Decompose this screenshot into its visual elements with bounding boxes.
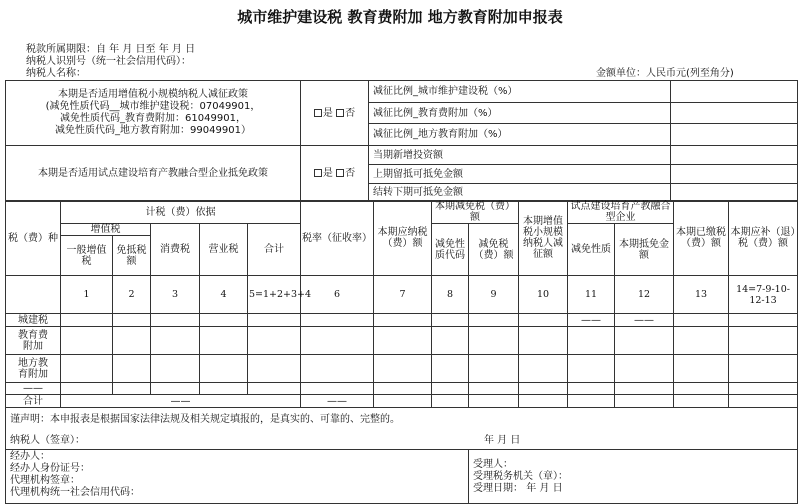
- tax-type-label: 教育费附加: [6, 327, 61, 355]
- agent-info: 经办人： 经办人身份证号： 代理机构签章： 代理机构统一社会信用代码：: [6, 450, 469, 504]
- cell-input[interactable]: [151, 355, 200, 383]
- taxpayer-name-label: 纳税人名称：: [26, 68, 86, 79]
- header-small-scale-reduction: 本期增值税小规模纳税人减征额: [519, 201, 568, 276]
- cell-input[interactable]: [568, 355, 615, 383]
- col-number: 3: [151, 276, 200, 314]
- total-label: 合计: [6, 395, 61, 408]
- table-row: [6, 355, 798, 383]
- cell-input[interactable]: [301, 314, 374, 327]
- cell-input[interactable]: [729, 355, 798, 383]
- cell-input[interactable]: [729, 395, 798, 408]
- pilot-item-label: 当期新增投资额: [369, 146, 671, 165]
- tax-type-label: 城建税: [6, 314, 61, 327]
- header-vat-general: 一般增值税: [61, 236, 113, 276]
- table-row: [6, 383, 798, 395]
- cell-input[interactable]: [729, 314, 798, 327]
- cell-input[interactable]: [568, 327, 615, 355]
- cell-input[interactable]: [200, 355, 248, 383]
- tax-period: 税款所属期限：自 年 月 日至 年 月 日: [26, 44, 196, 55]
- pilot-item-input[interactable]: [671, 165, 798, 184]
- cell-input[interactable]: [519, 314, 568, 327]
- header-vat-exempt: 免抵税额: [113, 236, 151, 276]
- pilot-item-input[interactable]: [671, 184, 798, 202]
- cell-input[interactable]: [61, 314, 113, 327]
- currency-unit: 金额单位：人民币元(列至角分): [596, 68, 734, 79]
- taxpayer-signature-label: 纳税人（签章）：: [10, 434, 85, 446]
- small-scale-yes-no: 是 否: [301, 81, 369, 146]
- taxpayer-signature: [6, 432, 798, 450]
- cell-input[interactable]: [432, 355, 469, 383]
- cell-input[interactable]: [113, 314, 151, 327]
- cell-input[interactable]: [301, 327, 374, 355]
- dash: ——: [301, 395, 374, 408]
- header-due: 本期应补（退）税（费）额: [729, 201, 798, 276]
- header-tax-type: 税（费）种: [6, 201, 61, 276]
- cell-input[interactable]: [248, 355, 301, 383]
- cell-input[interactable]: [248, 314, 301, 327]
- small-scale-policy-label: 本期是否适用增值税小规模纳税人减征政策 (减免性质代码__城市维护建设税：07049901， 减免性质代码_教育费附加：61049901， 减免性质代码_地方教育附加：99049901）: [6, 81, 301, 146]
- cell-input[interactable]: [374, 395, 432, 408]
- cell-input[interactable]: [674, 383, 729, 395]
- header-pilot: 试点建设培育产教融合型企业: [568, 201, 674, 224]
- cell-input[interactable]: [113, 355, 151, 383]
- dash: ——: [61, 395, 301, 408]
- checkbox-yes[interactable]: [314, 109, 322, 117]
- cell-input[interactable]: [248, 327, 301, 355]
- cell-input[interactable]: [519, 395, 568, 408]
- header-pilot-nature: 减免性质: [568, 224, 615, 276]
- reduction-ratio-label: 减征比例_教育费附加（%）: [369, 103, 671, 124]
- header-payable: 本期应纳税（费）额: [374, 201, 432, 276]
- reduction-ratio-input[interactable]: [671, 103, 798, 124]
- table-row: [6, 327, 798, 355]
- tax-type-label: 地方教育附加: [6, 355, 61, 383]
- cell-input[interactable]: [469, 383, 519, 395]
- col-number: 12: [615, 276, 674, 314]
- col-number: 1: [61, 276, 113, 314]
- reduction-ratio-input[interactable]: [671, 81, 798, 103]
- pilot-policy-label: 本期是否适用试点建设培育产教融合型企业抵免政策: [6, 146, 301, 202]
- col-number: 14=7-9-10-12-13: [729, 276, 798, 314]
- col-number: 10: [519, 276, 568, 314]
- dash: ——: [568, 314, 615, 327]
- cell-input[interactable]: [519, 383, 568, 395]
- cell-input[interactable]: [568, 395, 615, 408]
- header-consumption: 消费税: [151, 224, 200, 276]
- header-vat: 增值税: [61, 224, 151, 236]
- col-number: 5=1+2+3+4: [248, 276, 301, 314]
- reduction-ratio-label: 减征比例_地方教育附加（%）: [369, 124, 671, 146]
- cell-input[interactable]: [200, 314, 248, 327]
- col-number: 7: [374, 276, 432, 314]
- cell-input[interactable]: [151, 327, 200, 355]
- cell-input[interactable]: [519, 327, 568, 355]
- cell-input[interactable]: [432, 327, 469, 355]
- header-pilot-credit: 本期抵免金额: [615, 224, 674, 276]
- cell-input[interactable]: [469, 327, 519, 355]
- cell-input[interactable]: [200, 383, 248, 395]
- cell-input[interactable]: [615, 383, 674, 395]
- signature-date: 年 月 日: [484, 434, 521, 446]
- col-number: 8: [432, 276, 469, 314]
- header-basis: 计税（费）依据: [61, 201, 301, 224]
- cell-input[interactable]: [432, 395, 469, 408]
- col-number: 9: [469, 276, 519, 314]
- header-total: 合计: [248, 224, 301, 276]
- policy-table: [5, 80, 798, 202]
- total-row: [6, 395, 798, 408]
- cell-input[interactable]: [729, 327, 798, 355]
- checkbox-no[interactable]: [336, 109, 344, 117]
- cell-input[interactable]: [615, 327, 674, 355]
- pilot-item-label: 上期留抵可抵免金额: [369, 165, 671, 184]
- cell-input[interactable]: [469, 314, 519, 327]
- table-row: [6, 314, 798, 327]
- cell-input[interactable]: [674, 395, 729, 408]
- column-number-row: [6, 276, 798, 314]
- empty-cell: [6, 276, 61, 314]
- col-number: 11: [568, 276, 615, 314]
- cell-input[interactable]: [374, 327, 432, 355]
- cell-input[interactable]: [61, 327, 113, 355]
- pilot-item-input[interactable]: [671, 146, 798, 165]
- cell-input[interactable]: [729, 383, 798, 395]
- receiver-info: 受理人： 受理税务机关（章）： 受理日期： 年 月 日: [469, 450, 798, 504]
- cell-input[interactable]: [248, 383, 301, 395]
- cell-input[interactable]: [61, 383, 113, 395]
- tax-type-label: ——: [6, 383, 61, 395]
- checkbox-no[interactable]: [336, 169, 344, 177]
- dash: ——: [615, 314, 674, 327]
- cell-input[interactable]: [151, 314, 200, 327]
- declaration: 谨声明：本申报表是根据国家法律法规及相关规定填报的，是真实的、可靠的、完整的。: [6, 408, 798, 432]
- cell-input[interactable]: [615, 395, 674, 408]
- header-paid: 本期已缴税（费）额: [674, 201, 729, 276]
- header-rate: 税率（征收率）: [301, 201, 374, 276]
- col-number: 4: [200, 276, 248, 314]
- cell-input[interactable]: [674, 327, 729, 355]
- tax-table: [5, 200, 798, 504]
- cell-input[interactable]: [200, 327, 248, 355]
- cell-input[interactable]: [469, 355, 519, 383]
- cell-input[interactable]: [301, 355, 374, 383]
- cell-input[interactable]: [374, 314, 432, 327]
- cell-input[interactable]: [113, 327, 151, 355]
- cell-input[interactable]: [432, 314, 469, 327]
- cell-input[interactable]: [301, 383, 374, 395]
- reduction-ratio-input[interactable]: [671, 124, 798, 146]
- form-title: 城市维护建设税 教育费附加 地方教育附加申报表: [237, 8, 563, 26]
- header-reduction: 本期减免税（费）额: [432, 201, 519, 224]
- cell-input[interactable]: [61, 355, 113, 383]
- cell-input[interactable]: [151, 383, 200, 395]
- cell-input[interactable]: [432, 383, 469, 395]
- cell-input[interactable]: [374, 383, 432, 395]
- pilot-item-label: 结转下期可抵免金额: [369, 184, 671, 202]
- cell-input[interactable]: [469, 395, 519, 408]
- col-number: 6: [301, 276, 374, 314]
- cell-input[interactable]: [519, 355, 568, 383]
- reduction-ratio-label: 减征比例_城市维护建设税（%）: [369, 81, 671, 103]
- cell-input[interactable]: [113, 383, 151, 395]
- col-number: 2: [113, 276, 151, 314]
- cell-input[interactable]: [615, 355, 674, 383]
- header-reduction-code: 减免性质代码: [432, 224, 469, 276]
- cell-input[interactable]: [568, 383, 615, 395]
- col-number: 13: [674, 276, 729, 314]
- cell-input[interactable]: [674, 355, 729, 383]
- header-reduction-amount: 减免税（费）额: [469, 224, 519, 276]
- header-business: 营业税: [200, 224, 248, 276]
- taxpayer-id-label: 纳税人识别号（统一社会信用代码）：: [26, 56, 191, 67]
- pilot-yes-no: 是 否: [301, 146, 369, 202]
- cell-input[interactable]: [674, 314, 729, 327]
- checkbox-yes[interactable]: [314, 169, 322, 177]
- cell-input[interactable]: [374, 355, 432, 383]
